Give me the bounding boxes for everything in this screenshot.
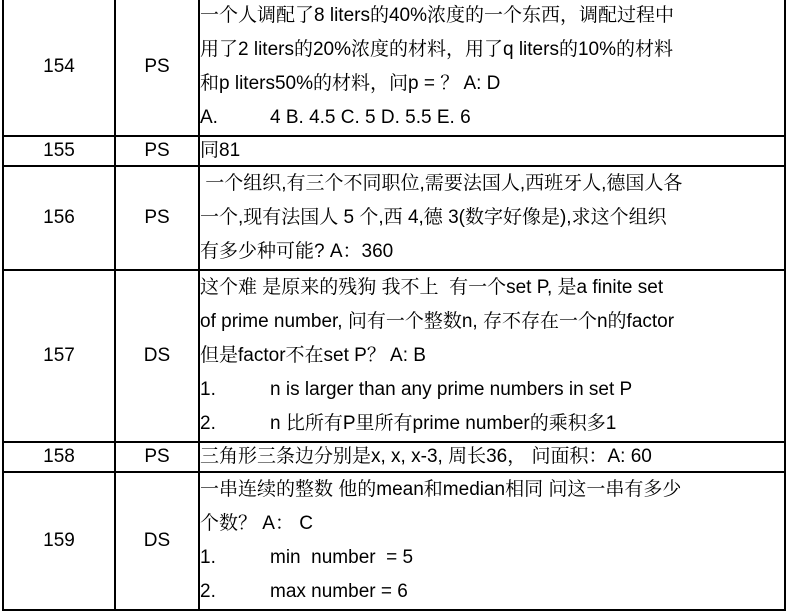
question-line: 和p liters50%的材料，问p = ？ A: D xyxy=(200,73,501,94)
question-line: 有多少种可能? A：360 xyxy=(200,241,394,262)
item-marker: 2. xyxy=(200,413,216,434)
answer-options xyxy=(200,101,784,135)
list-item xyxy=(200,373,784,407)
question-type: DS xyxy=(115,472,199,610)
question-type: PS xyxy=(115,166,199,270)
question-content xyxy=(199,166,785,270)
table-row xyxy=(3,0,785,136)
question-table xyxy=(2,0,786,611)
question-line: 用了2 liters的20%浓度的材料，用了q liters的10%的材料 xyxy=(200,39,673,60)
question-line: 这个难 是原来的残狗 我不上 有一个set P, 是a finite set xyxy=(200,277,664,298)
question-type: PS xyxy=(115,442,199,472)
question-number: 156 xyxy=(3,166,115,270)
list-item xyxy=(200,407,784,441)
item-text: min number = 5 xyxy=(270,547,414,568)
question-line: of prime number, 问有一个整数n, 存不存在一个n的factor xyxy=(200,311,675,332)
question-line: 一串连续的整数 他的mean和median相同 问这一串有多少 xyxy=(200,479,682,500)
question-type: PS xyxy=(115,136,199,166)
question-content xyxy=(199,270,785,442)
question-content xyxy=(199,442,785,472)
question-line: 个数？ A： C xyxy=(200,513,313,534)
question-type: DS xyxy=(115,270,199,442)
list-item xyxy=(200,541,784,575)
question-line: 一个组织,有三个不同职位,需要法国人,西班牙人,德国人各 xyxy=(200,173,683,194)
question-number: 158 xyxy=(3,442,115,472)
table-row xyxy=(3,136,785,166)
question-line: 一个,现有法国人 5 个,西 4,德 3(数字好像是),求这个组织 xyxy=(200,207,667,228)
question-content xyxy=(199,472,785,610)
list-item xyxy=(200,575,784,609)
item-text: max number = 6 xyxy=(270,581,408,602)
question-content xyxy=(199,136,785,166)
item-marker: 1. xyxy=(200,379,216,400)
question-number: 159 xyxy=(3,472,115,610)
question-type: PS xyxy=(115,0,199,136)
question-content xyxy=(199,0,785,136)
options-marker: A. xyxy=(200,107,218,128)
table-row xyxy=(3,442,785,472)
question-number: 155 xyxy=(3,136,115,166)
question-line: 三角形三条边分别是x, x, x-3, 周长36， 问面积：A: 60 xyxy=(200,446,652,467)
question-line: 但是factor不在set P？ A: B xyxy=(200,345,426,366)
question-number: 154 xyxy=(3,0,115,136)
table-row xyxy=(3,472,785,610)
question-line: 一个人调配了8 liters的40%浓度的一个东西，调配过程中 xyxy=(200,5,674,26)
table-row xyxy=(3,166,785,270)
question-number: 157 xyxy=(3,270,115,442)
question-line: 同81 xyxy=(200,140,241,161)
item-text: n is larger than any prime numbers in set P xyxy=(270,379,633,400)
options-text: 4 B. 4.5 C. 5 D. 5.5 E. 6 xyxy=(270,107,471,128)
table-row xyxy=(3,270,785,442)
item-marker: 1. xyxy=(200,547,216,568)
item-marker: 2. xyxy=(200,581,216,602)
item-text: n 比所有P里所有prime number的乘积多1 xyxy=(270,413,617,434)
